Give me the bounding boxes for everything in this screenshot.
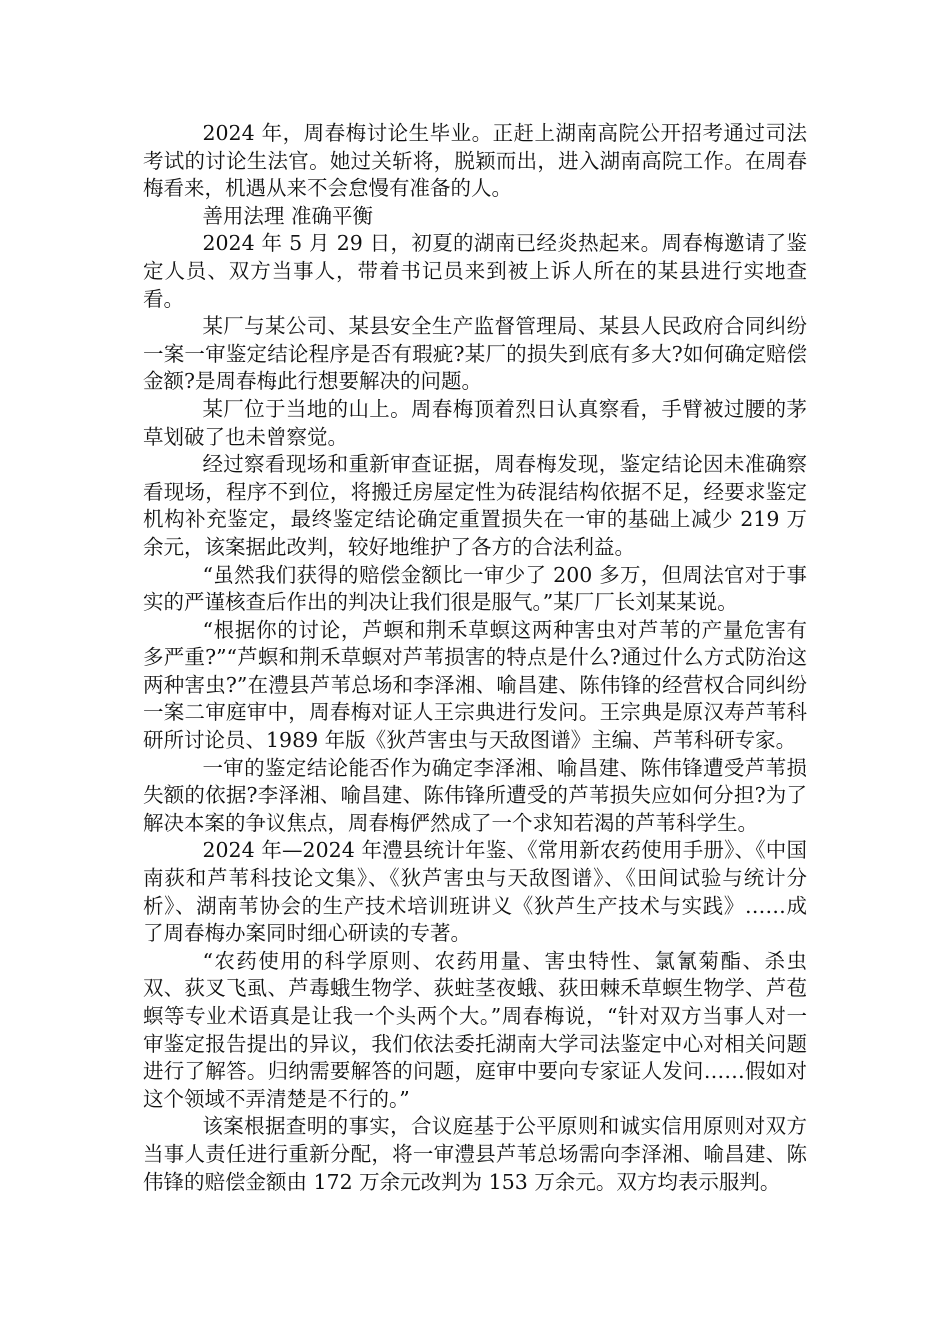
paragraph-site-visit: 2024 年 5 月 29 日，初夏的湖南已经炎热起来。周春梅邀请了鉴定人员、双方当事人，带着书记员来到被上诉人所在的某县进行实地查看。: [143, 231, 807, 311]
paragraph-graduation: 2024 年，周春梅讨论生毕业。正赶上湖南高院公开招考通过司法考试的讨论生法官。她过关斩将，脱颖而出，进入湖南高院工作。在周春梅看来，机遇从来不会怠慢有准备的人。: [143, 121, 807, 201]
paragraph-reference-books: 2024 年—2024 年澧县统计年鉴、《常用新农药使用手册》、《中国南荻和芦苇科技论文集》、《狄芦害虫与天敌图谱》、《田间试验与统计分析》、湖南苇协会的生产技术培训班讲义《狄芦生产技术与实践》……成了周春梅办案同时细心研读的专著。: [143, 838, 807, 946]
paragraph-reed-questions: “根据你的讨论，芦螟和荆禾草螟这两种害虫对芦苇的产量危害有多严重?”“芦螟和荆禾草螟对芦苇损害的特点是什么?通过什么方式防治这两种害虫?”在澧县芦苇总场和李泽湘、喻昌建、陈伟锋的经营权合同纠纷一案二审庭审中，周春梅对证人王宗典进行发问。王宗典是原汉寿芦苇科研所讨论员、1989 年版《狄芦害虫与天敌图谱》主编、芦苇科研专家。: [143, 617, 807, 753]
paragraph-terminology-quote: “农药使用的科学原则、农药用量、害虫特性、氯氰菊酯、杀虫双、荻叉飞虱、芦毒蛾生物学、荻蛀茎夜蛾、荻田棘禾草螟生物学、芦苞螟等专业术语真是让我一个头两个大。”周春梅说，“针对双方当事人对一审鉴定报告提出的异议，我们依法委托湖南大学司法鉴定中心对相关问题进行了解答。归纳需要解答的问题，庭审中要向专家证人发问……假如对这个领域不弄清楚是不行的。”: [143, 948, 807, 1111]
paragraph-mountain: 某厂位于当地的山上。周春梅顶着烈日认真察看，手臂被过腰的茅草划破了也未曾察觉。: [143, 396, 807, 449]
section-heading: 善用法理 准确平衡: [202, 203, 373, 228]
paragraph-factory-quote: “虽然我们获得的赔偿金额比一审少了 200 多万，但周法官对于事实的严谨核查后作出的判决让我们很是服气。”某厂厂长刘某某说。: [143, 562, 807, 615]
paragraph-case-questions: 某厂与某公司、某县安全生产监督管理局、某县人民政府合同纠纷一案一审鉴定结论程序是否有瑕疵?某厂的损失到底有多大?如何确定赔偿金额?是周春梅此行想要解决的问题。: [143, 314, 807, 394]
paragraph-verdict: 该案根据查明的事实，合议庭基于公平原则和诚实信用原则对双方当事人责任进行重新分配，将一审澧县芦苇总场需向李泽湘、喻昌建、陈伟锋的赔偿金额由 172 万余元改判为 153 万余元。双方均表示服判。: [143, 1114, 807, 1194]
document-body: [143, 120, 807, 1196]
paragraph-appraisal-result: 经过察看现场和重新审查证据，周春梅发现，鉴定结论因未准确察看现场，程序不到位，将搬迁房屋定性为砖混结构依据不足，经要求鉴定机构补充鉴定，最终鉴定结论确定重置损失在一审的基础上减少 219 万余元，该案据此改判，较好地维护了各方的合法利益。: [143, 452, 807, 559]
paragraph-dispute-focus: 一审的鉴定结论能否作为确定李泽湘、喻昌建、陈伟锋遭受芦苇损失额的依据?李泽湘、喻昌建、陈伟锋所遭受的芦苇损失应如何分担?为了解决本案的争议焦点，周春梅俨然成了一个求知若渴的芦苇科学生。: [143, 755, 807, 835]
